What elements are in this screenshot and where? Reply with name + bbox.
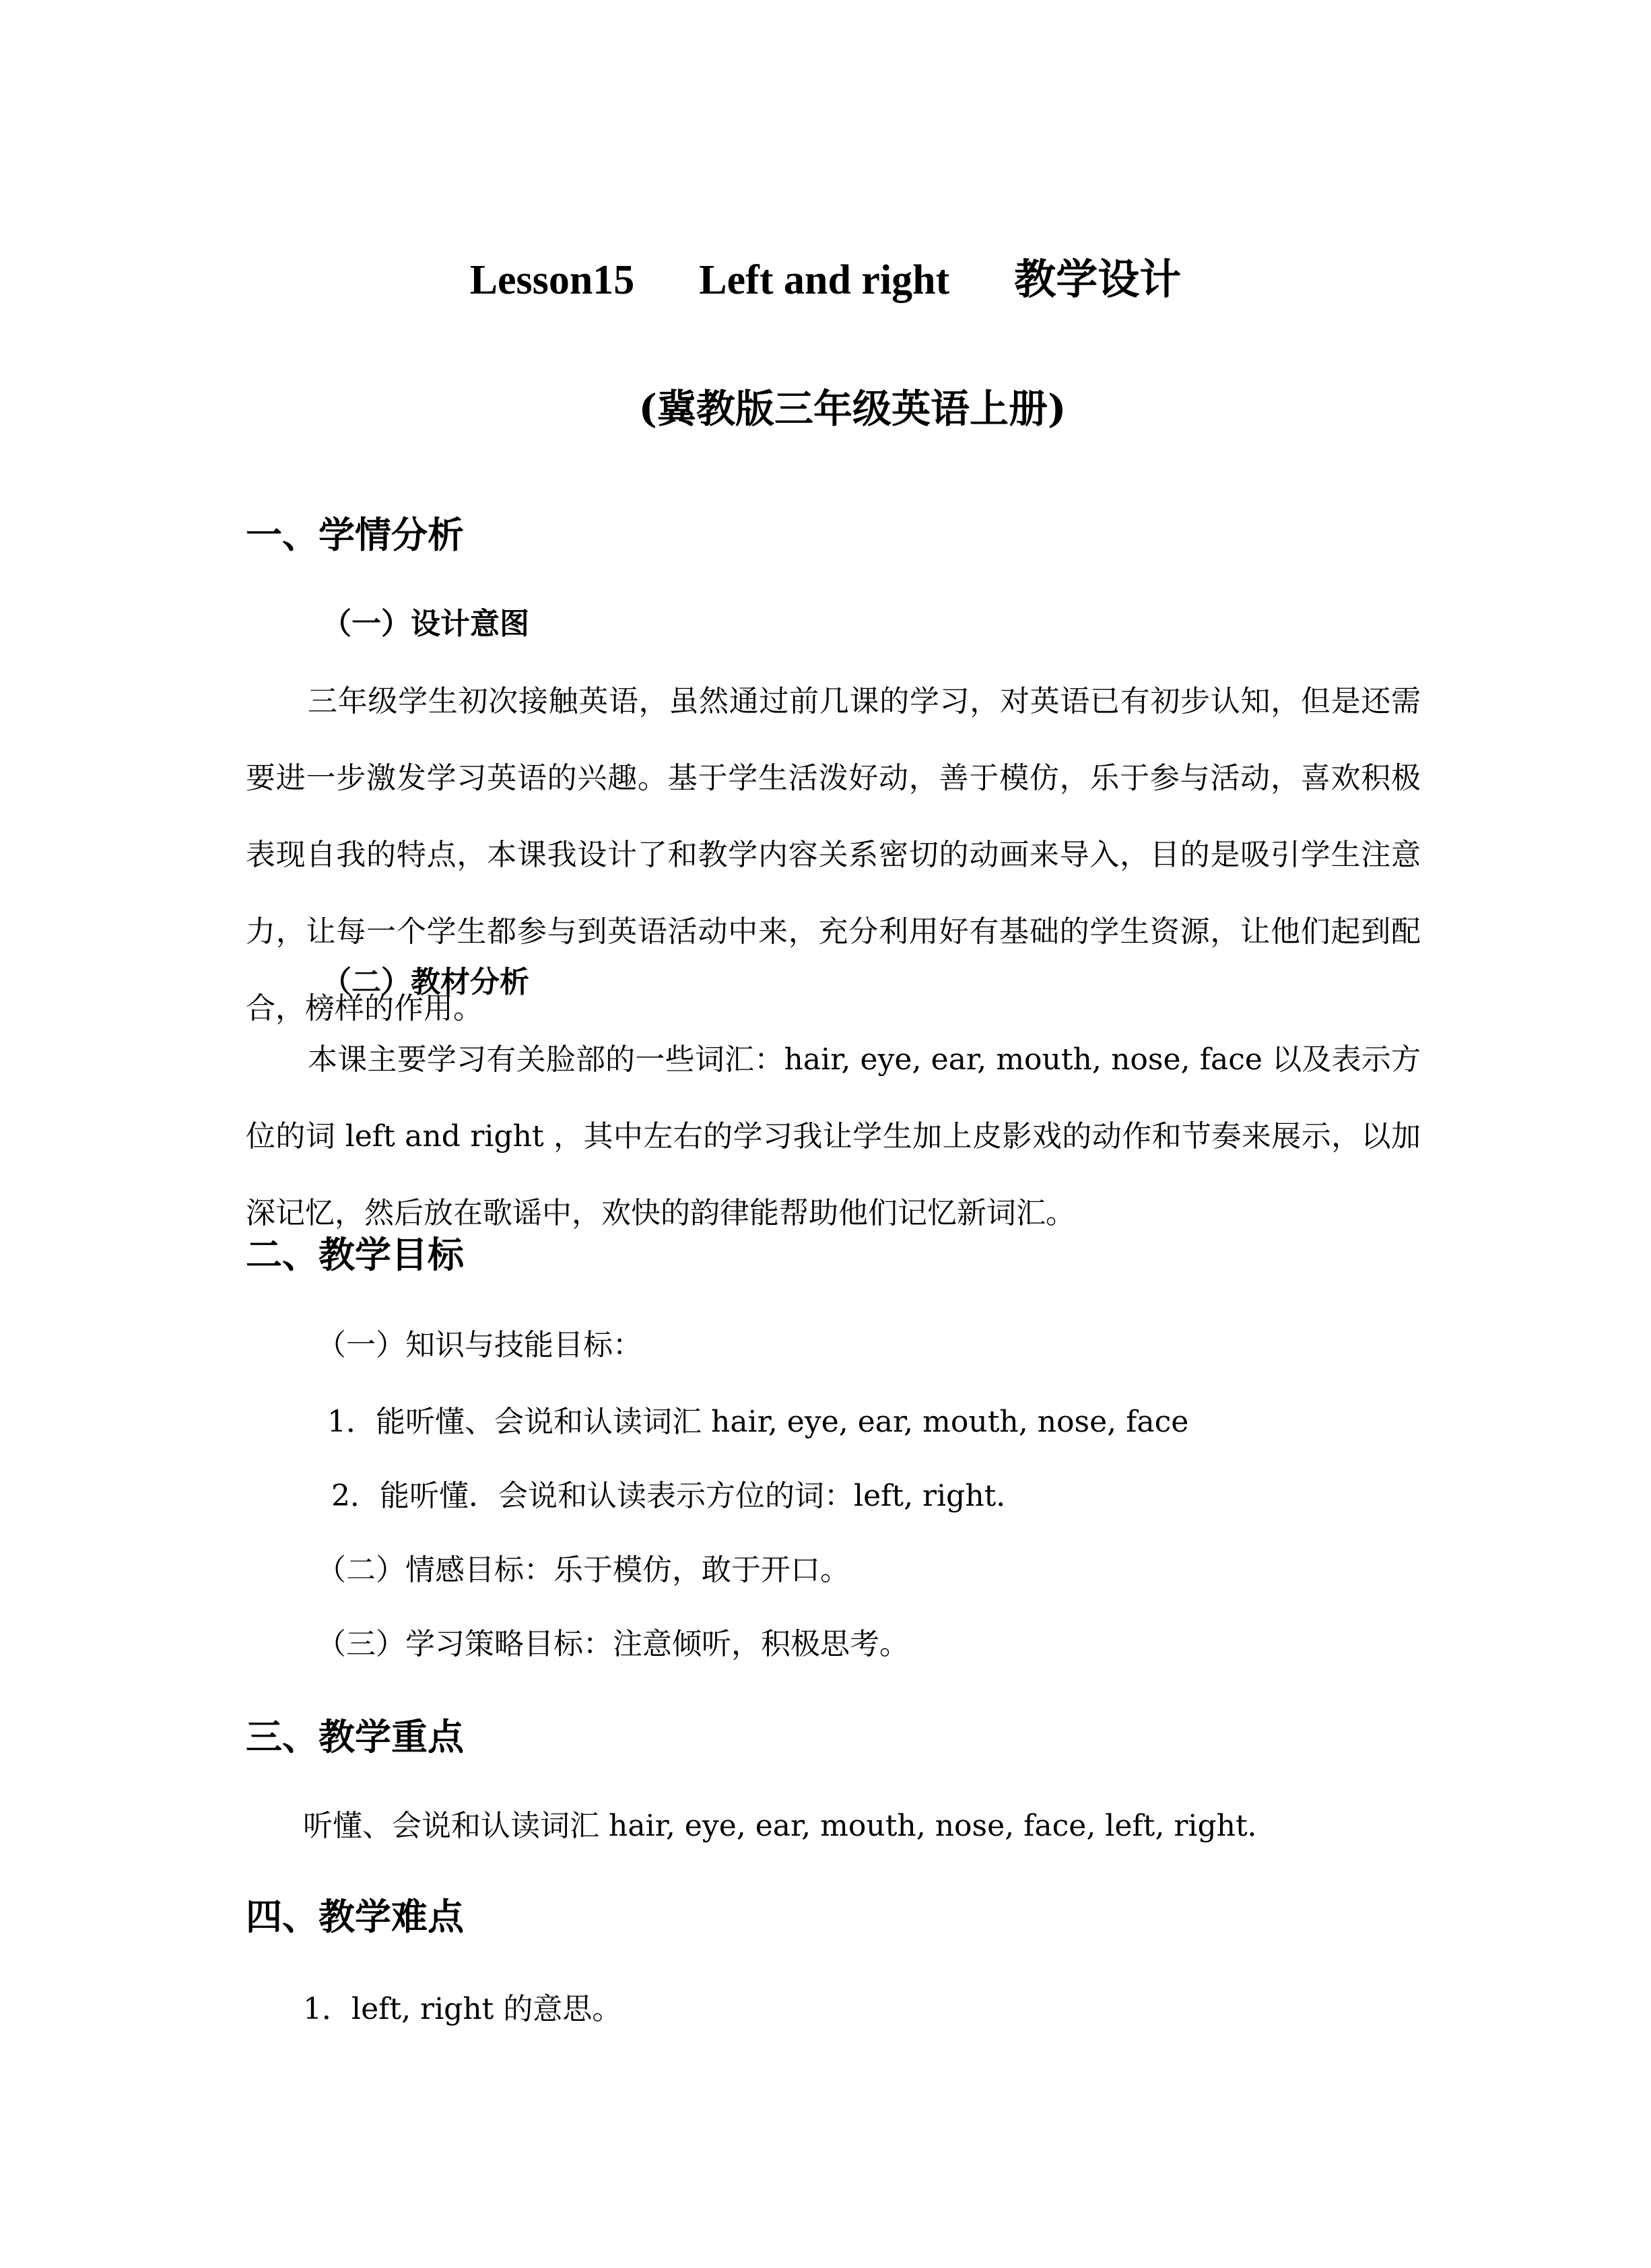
section3-heading: 三、教学重点 — [246, 1716, 464, 1758]
section1-sub1-heading: （一）设计意图 — [322, 607, 529, 641]
section2-item: （一）知识与技能目标： — [316, 1328, 642, 1362]
section2-item: （二）情感目标：乐于模仿，敢于开口。 — [316, 1553, 850, 1587]
section4-heading: 四、教学难点 — [246, 1896, 464, 1938]
section2-item: 1．能听懂、会说和认读词汇 hair, eye, ear, mouth, nose, face — [327, 1405, 1189, 1439]
section2-item: 2．能听懂．会说和认读表示方位的词：left, right． — [331, 1479, 1026, 1513]
title-label: 教学设计 — [1014, 257, 1182, 303]
section4-item: 1．left, right 的意思。 — [303, 1992, 622, 2026]
section2-item: （三）学习策略目标：注意倾听，积极思考。 — [316, 1627, 909, 1661]
section2-heading: 二、教学目标 — [246, 1234, 464, 1276]
document-subtitle: (冀教版三年级英语上册) — [638, 386, 1067, 432]
title-topic: Left and right — [699, 257, 950, 303]
section1-sub2-paragraph: 本课主要学习有关脸部的一些词汇：hair, eye, ear, mouth, nose, face 以及表示方位的词 left and right ，其中左右的学习我让学生加上皮影戏的动作和节奏来展示，以加深记忆，然后放在歌谣中，欢快的韵律能帮助他们记忆新词汇。 — [246, 1042, 1421, 1230]
section1-heading: 一、学情分析 — [246, 514, 464, 556]
title-lesson: Lesson15 — [469, 257, 635, 303]
section3-text: 听懂、会说和认读词汇 hair, eye, ear, mouth, nose, face, left, right． — [303, 1809, 1277, 1843]
section1-sub1-paragraph: 三年级学生初次接触英语，虽然通过前几课的学习，对英语已有初步认知，但是还需要进一步激发学习英语的兴趣。基于学生活泼好动，善于模仿，乐于参与活动，喜欢积极表现自我的特点，本课我设计了和教学内容关系密切的动画来导入，目的是吸引学生注意力，让每一个学生都参与到英语活动中来，充分利用好有基础的学生资源，让他们起到配合，榜样的作用。 — [246, 684, 1421, 1026]
section1-sub2-heading: （二）教材分析 — [322, 965, 529, 999]
document-title — [0, 259, 1651, 301]
